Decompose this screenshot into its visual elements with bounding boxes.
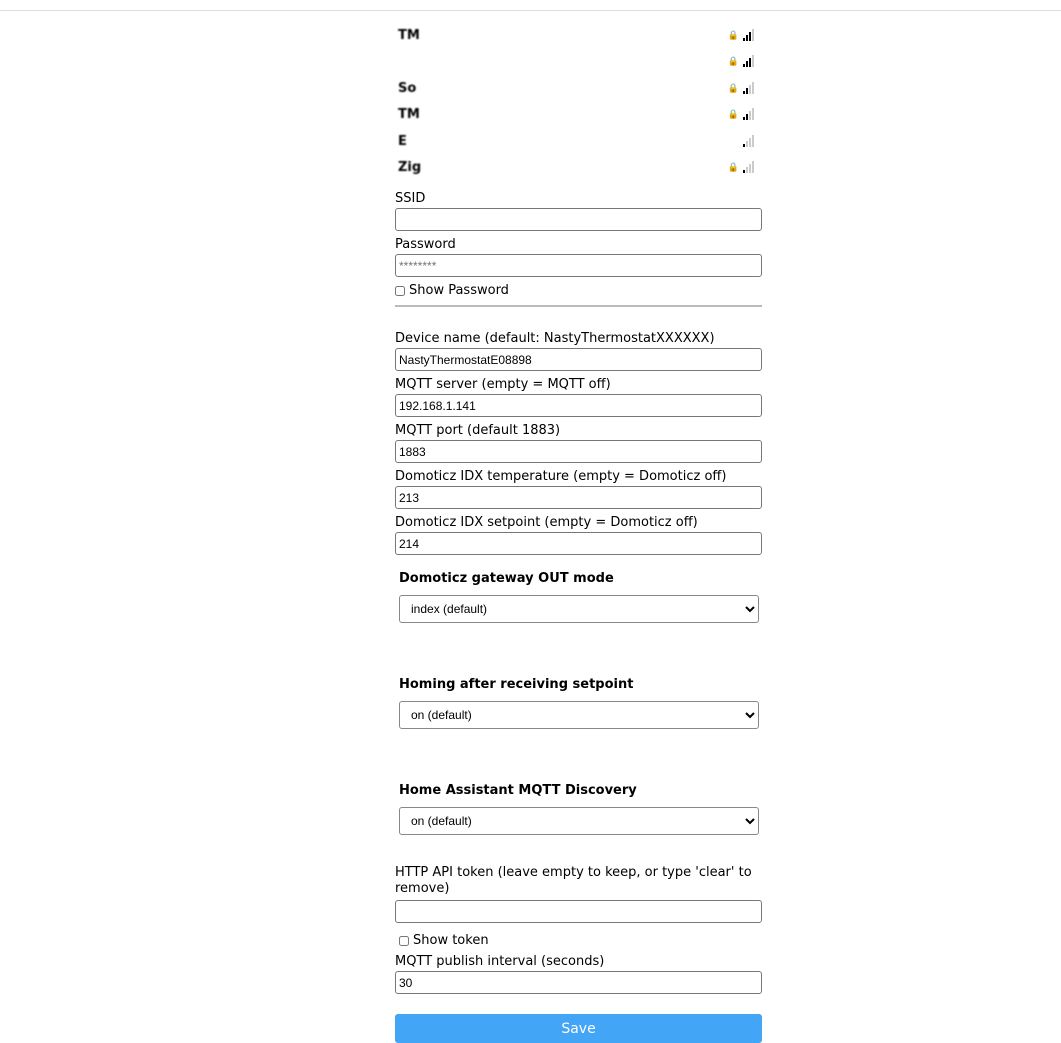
idx-temperature-label: Domoticz IDX temperature (empty = Domoticz off)	[395, 469, 727, 484]
ssid-label: SSID	[395, 191, 426, 206]
mqtt-server-input[interactable]	[395, 394, 762, 417]
show-token-label: Show token	[413, 933, 489, 948]
signal-bar	[743, 170, 745, 173]
signal-icon	[743, 30, 754, 41]
signal-bar	[746, 167, 748, 173]
api-token-input[interactable]	[395, 900, 762, 923]
signal-bar	[749, 58, 751, 67]
network-item[interactable]	[395, 49, 762, 76]
signal-bar	[752, 82, 754, 94]
signal-bar	[746, 114, 748, 120]
ssid-input[interactable]	[395, 208, 762, 231]
publish-interval-label: MQTT publish interval (seconds)	[395, 954, 605, 969]
show-token-toggle[interactable]	[395, 933, 762, 948]
signal-bar	[752, 55, 754, 67]
password-label: Password	[395, 237, 456, 252]
ha-discovery-select[interactable]	[399, 807, 759, 835]
signal-bar	[749, 32, 751, 41]
signal-bar	[752, 108, 754, 120]
signal-bar	[752, 161, 754, 173]
network-item[interactable]	[395, 75, 762, 102]
signal-bar	[749, 111, 751, 120]
network-item[interactable]	[395, 128, 762, 155]
network-name: TM	[398, 27, 420, 43]
signal-bar	[746, 88, 748, 94]
gateway-mode-select[interactable]	[399, 595, 759, 623]
lock-icon: 🔒	[727, 57, 739, 68]
signal-bar	[746, 35, 748, 41]
mqtt-port-label: MQTT port (default 1883)	[395, 423, 561, 438]
publish-interval-input[interactable]	[395, 971, 762, 994]
signal-bar	[746, 61, 748, 67]
signal-bar	[749, 138, 751, 147]
signal-bar	[752, 135, 754, 147]
signal-bar	[746, 141, 748, 147]
lock-icon: 🔒	[727, 30, 739, 41]
top-divider	[0, 0, 1061, 11]
signal-icon	[743, 136, 754, 147]
signal-bar	[743, 144, 745, 147]
api-token-label: HTTP API token (leave empty to keep, or type 'clear' to remove)	[395, 865, 752, 896]
show-password-checkbox[interactable]	[395, 286, 405, 296]
network-name: TM	[398, 107, 420, 123]
homing-select[interactable]	[399, 701, 759, 729]
password-input[interactable]	[395, 254, 762, 277]
mqtt-port-input[interactable]	[395, 440, 762, 463]
save-button[interactable]: Save	[395, 1014, 762, 1043]
idx-setpoint-input[interactable]	[395, 532, 762, 555]
signal-bar	[743, 117, 745, 120]
network-name: So	[398, 80, 417, 96]
signal-bar	[749, 164, 751, 173]
signal-bar	[743, 38, 745, 41]
network-name: E	[398, 133, 407, 149]
signal-icon	[743, 109, 754, 120]
divider	[395, 305, 762, 307]
signal-icon	[743, 56, 754, 67]
idx-temperature-input[interactable]	[395, 486, 762, 509]
idx-setpoint-label: Domoticz IDX setpoint (empty = Domoticz off)	[395, 515, 698, 530]
signal-bar	[743, 64, 745, 67]
network-item[interactable]	[395, 102, 762, 129]
ha-discovery-label: Home Assistant MQTT Discovery	[399, 783, 637, 798]
lock-icon: 🔒	[727, 110, 739, 121]
network-item[interactable]	[395, 22, 762, 49]
device-name-label: Device name (default: NastyThermostatXXXXXX)	[395, 331, 715, 346]
device-name-input[interactable]	[395, 348, 762, 371]
lock-icon: 🔒	[727, 163, 739, 174]
homing-label: Homing after receiving setpoint	[399, 677, 634, 692]
signal-bar	[749, 85, 751, 94]
gateway-mode-label: Domoticz gateway OUT mode	[399, 571, 614, 586]
signal-bar	[743, 91, 745, 94]
show-password-label: Show Password	[409, 283, 509, 298]
show-password-toggle[interactable]	[395, 283, 762, 298]
signal-icon	[743, 162, 754, 173]
show-token-checkbox[interactable]	[399, 936, 409, 946]
signal-icon	[743, 83, 754, 94]
mqtt-server-label: MQTT server (empty = MQTT off)	[395, 377, 611, 392]
signal-bar	[752, 29, 754, 41]
network-list	[395, 22, 762, 181]
network-name: Zig	[398, 160, 422, 176]
config-form	[395, 22, 762, 1043]
lock-icon: 🔒	[727, 83, 739, 94]
network-item[interactable]	[395, 155, 762, 182]
